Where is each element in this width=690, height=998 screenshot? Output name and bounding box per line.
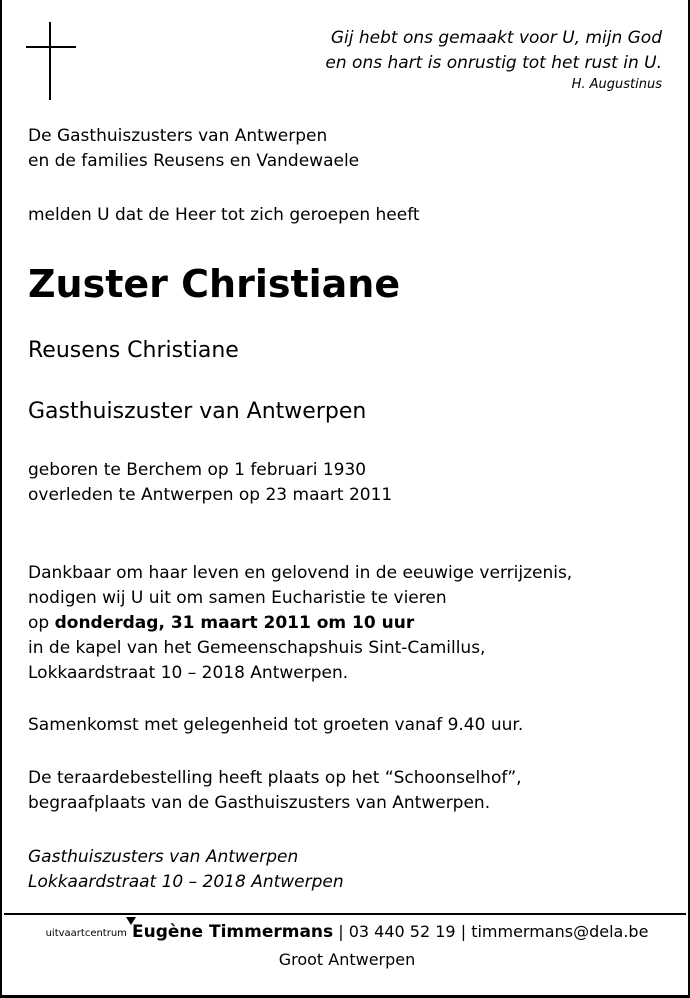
gathering-line: Samenkomst met gelegenheid tot groeten vanaf 9.40 uur. — [28, 715, 524, 735]
ceremony-datetime-line — [28, 611, 572, 636]
address-line: Lokkaardstraat 10 – 2018 Antwerpen — [28, 872, 344, 892]
death-line: overleden te Antwerpen op 23 maart 2011 — [28, 485, 393, 505]
footer-phone: 03 440 52 19 — [348, 922, 456, 941]
footer-region: Groot Antwerpen — [278, 950, 416, 969]
address-line: Gasthuiszusters van Antwerpen — [28, 847, 299, 867]
announcement-line: melden U dat de Heer tot zich geroepen heeft — [28, 205, 420, 225]
quote-line: Gij hebt ons gemaakt voor U, mijn God — [330, 28, 662, 48]
funeral-home-name: Eugène Timmermans — [132, 922, 333, 942]
intro-line: en de families Reusens en Vandewaele — [28, 151, 360, 171]
ceremony-datetime: donderdag, 31 maart 2011 om 10 uur — [54, 613, 415, 633]
quote-block — [325, 26, 662, 94]
quote-line: en ons hart is onrustig tot het rust in U. — [325, 53, 662, 73]
ceremony-line: nodigen wij U uit om samen Eucharistie te vieren — [28, 588, 447, 608]
footer-prefix: uitvaartcentrum — [45, 928, 127, 939]
ceremony-block — [28, 561, 572, 686]
birth-line: geboren te Berchem op 1 februari 1930 — [28, 460, 367, 480]
footer-divider — [4, 913, 686, 915]
dates-block — [28, 458, 392, 508]
civil-name: Reusens Christiane — [28, 338, 239, 363]
footer — [2, 920, 690, 972]
ceremony-prefix: op — [28, 613, 55, 633]
cross-icon — [26, 22, 76, 102]
ceremony-line: in de kapel van het Gemeenschapshuis Sint-Camillus, — [28, 638, 486, 658]
intro-block — [28, 124, 359, 174]
burial-block — [28, 766, 522, 816]
intro-line: De Gasthuiszusters van Antwerpen — [28, 126, 328, 146]
footer-separator: | — [338, 922, 344, 941]
deceased-name: Zuster Christiane — [28, 262, 401, 306]
address-block — [28, 845, 344, 895]
ceremony-line: Lokkaardstraat 10 – 2018 Antwerpen. — [28, 663, 349, 683]
footer-email: timmermans@dela.be — [471, 922, 649, 941]
ceremony-line: Dankbaar om haar leven en gelovend in de eeuwige verrijzenis, — [28, 563, 573, 583]
role: Gasthuiszuster van Antwerpen — [28, 399, 367, 424]
triangle-logo-icon — [126, 917, 136, 925]
burial-line: begraafplaats van de Gasthuiszusters van Antwerpen. — [28, 793, 491, 813]
footer-contact-row — [2, 920, 690, 946]
quote-author: H. Augustinus — [571, 77, 662, 92]
footer-separator: | — [460, 922, 467, 941]
burial-line: De teraardebestelling heeft plaats op het “Schoonselhof”, — [28, 768, 522, 788]
